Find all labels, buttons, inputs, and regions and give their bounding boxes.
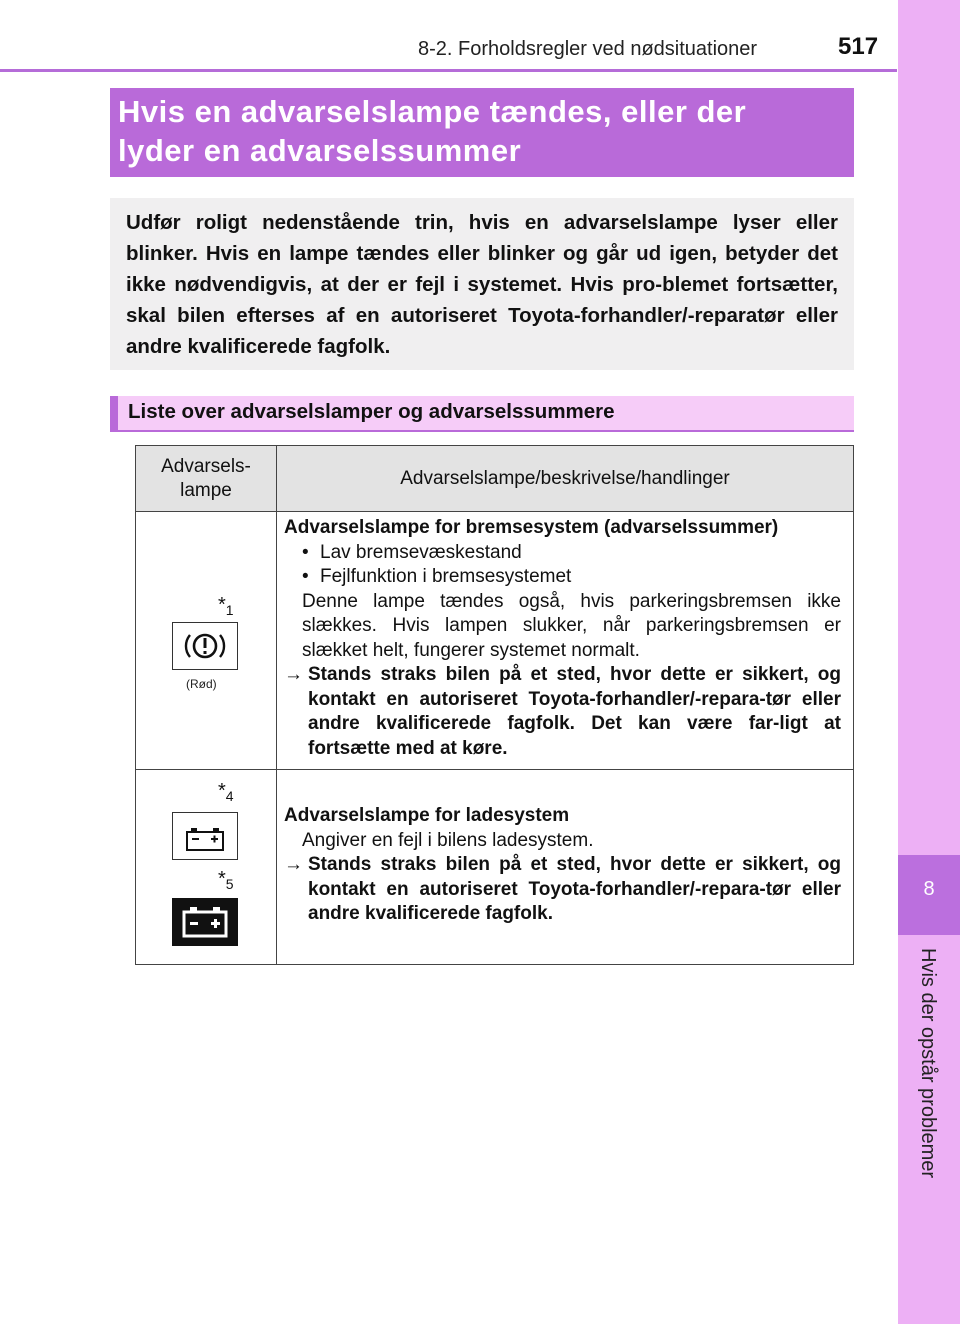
table-header-description: Advarselslampe/beskrivelse/handlinger — [277, 446, 854, 512]
table-header-row — [136, 446, 854, 512]
action-text: Stands straks bilen på et sted, hvor dette er sikkert, og kontakt en autoriseret Toyota-forhandler/-repara-tør eller andre kvalificerede fagfolk. Det kan være far-ligt at fortsætte med at køre. — [308, 664, 841, 759]
description-cell — [277, 512, 854, 770]
table-header-lamp: Advarsels- lampe — [136, 446, 277, 512]
table-row — [136, 512, 854, 770]
battery-filled-icon — [172, 898, 238, 946]
action-instruction — [284, 663, 841, 761]
list-heading-text: Liste over advarselslamper og advarselssummere — [128, 400, 615, 423]
footnote-marker: $*_4$ — [218, 780, 234, 804]
action-instruction — [284, 853, 841, 927]
lamp-title: Advarselslampe for bremsesystem (advarselssummer) — [284, 517, 779, 538]
battery-outline-icon — [172, 812, 238, 860]
warning-lamp-table — [135, 445, 854, 965]
page-title-line1: Hvis en advarselslampe tændes, eller der — [118, 94, 747, 129]
lamp-title: Advarselslampe for ladesystem — [284, 805, 570, 826]
page-title — [110, 88, 854, 177]
cause-list — [284, 541, 841, 590]
intro-box — [110, 198, 854, 370]
lamp-note: Angiver en fejl i bilens ladesystem. — [302, 829, 594, 851]
page-number: 517 — [838, 33, 879, 60]
brake-warning-icon — [172, 622, 238, 670]
chapter-number: 8 — [923, 878, 935, 900]
action-text: Stands straks bilen på et sted, hvor dette er sikkert, og kontakt en autoriseret Toyota-forhandler/-repara-tør eller andre kvalificerede fagfolk. — [308, 854, 841, 924]
list-item: • Fejlfunktion i bremsesystemet — [306, 565, 841, 590]
lamp-cell — [136, 770, 277, 965]
footnote-marker: $*_5$ — [218, 868, 234, 892]
chapter-title: Hvis der opstår problemer — [917, 948, 939, 1179]
list-heading — [110, 396, 854, 432]
list-item: • Lav bremsevæskestand — [306, 541, 841, 566]
section-title: 8-2. Forholdsregler ved nødsituationer — [418, 38, 758, 60]
table-row — [136, 770, 854, 965]
intro-text: Udfør roligt nedenstående trin, hvis en advarselslampe lyser eller blinker. Hvis en lampe tændes eller blinker og går ud igen, betyder det ikke nødvendigvis, at der er fejl i systemet. Hvis pro-blemet fortsætter, skal bilen efterses af en autoriseret Toyota-forhandler/-reparatør eller andre kvalificerede fagfolk. — [126, 211, 838, 358]
arrow-icon: → — [284, 854, 303, 875]
footnote-marker: $*_1$ — [218, 594, 234, 618]
description-cell — [277, 770, 854, 965]
page-title-line2: lyder en advarselssummer — [118, 133, 522, 168]
lamp-cell — [136, 512, 277, 770]
lamp-note: Denne lampe tændes også, hvis parkeringsbremsen ikke slækkes. Hvis lampen slukker, når parkeringsbremsen er slækket helt, fungerer systemet normalt. — [302, 590, 841, 661]
lamp-color-caption: (Rød) — [186, 677, 217, 691]
arrow-icon: → — [284, 664, 303, 685]
header-divider — [0, 69, 897, 72]
